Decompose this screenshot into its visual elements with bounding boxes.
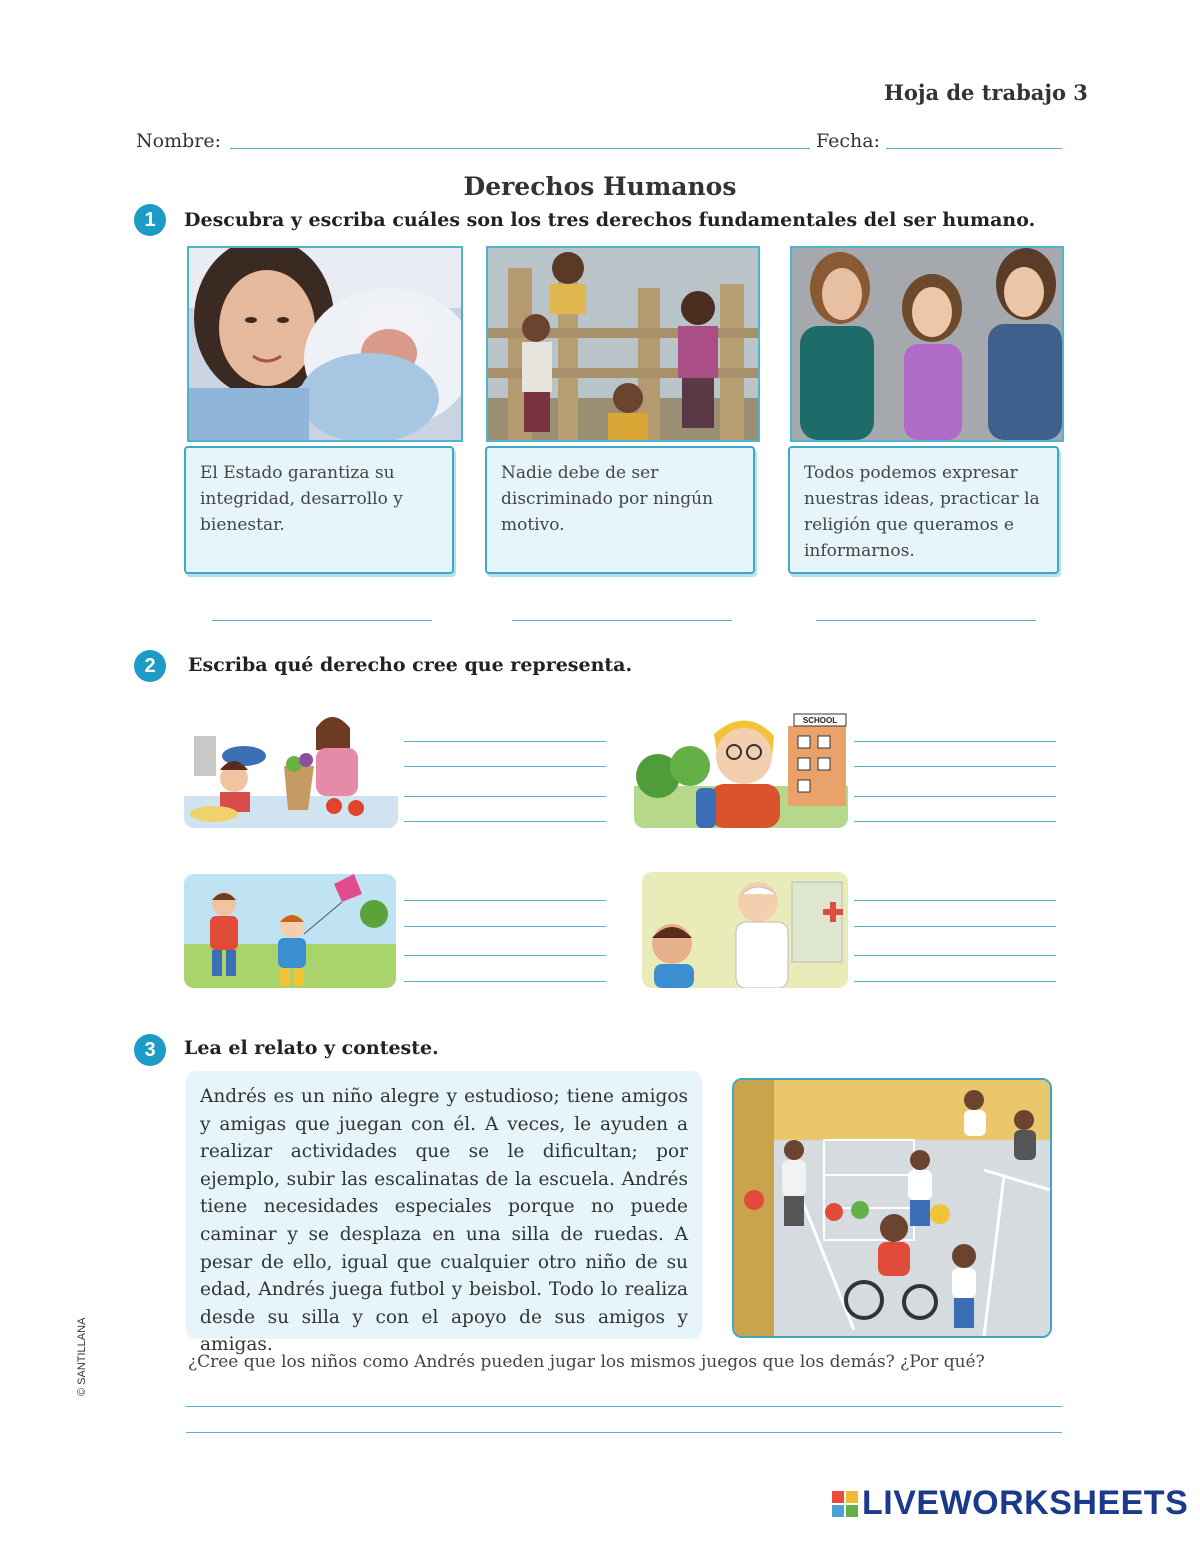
illustration-family-meal [184,706,398,828]
photo-children-fence [486,246,760,442]
section-1-number: 1 [134,204,166,236]
page-title: Derechos Humanos [463,172,737,201]
answer-line-right-1[interactable] [212,620,432,621]
answer-line-b-3[interactable] [854,796,1056,797]
school-sign: SCHOOL [802,716,838,725]
answer-line-c-4[interactable] [404,981,606,982]
answer-line-d-2[interactable] [854,926,1056,927]
section-3-instruction: Lea el relato y conteste. [184,1037,439,1059]
card-2-text: Nadie debe de ser discriminado por ningún motivo. [501,463,714,535]
answer-line-d-1[interactable] [854,900,1056,901]
illustration-playground [732,1078,1052,1338]
copyright-text: © SANTILLANA [76,1317,88,1396]
answer-line-d-4[interactable] [854,981,1056,982]
section-1-instruction: Descubra y escriba cuáles son los tres derechos fundamentales del ser humano. [184,209,1036,231]
answer-line-a-1[interactable] [404,741,606,742]
answer-line-b-4[interactable] [854,821,1056,822]
answer-line-c-3[interactable] [404,955,606,956]
section-2-number: 2 [134,650,166,682]
answer-line-a-4[interactable] [404,821,606,822]
answer-line-b-2[interactable] [854,766,1056,767]
answer-line-d-3[interactable] [854,955,1056,956]
liveworksheets-logo [832,1484,1188,1523]
photo-girls-talking [790,246,1064,442]
story-text: Andrés es un niño alegre y estudioso; tiene amigos y amigas que juegan con él. A veces, le ayuden a realizar actividades que se le dificultan; por ejemplo, subir las escalinatas de la escuela. Andrés tiene necesidades especiales porque no puede caminar y se desplaza en una silla de ruedas. A pesar de ello, igual que cualquier otro niño de su edad, Andrés juega futbol y beisbol. Todo lo realiza desde su silla y con el apoyo de sus amigos y amigas. [186,1071,702,1339]
name-label: Nombre: [136,130,221,152]
answer-line-a-2[interactable] [404,766,606,767]
illustration-boy-school [634,706,848,828]
sheet-label: Hoja de trabajo 3 [884,80,1088,105]
section-2-instruction: Escriba qué derecho cree que representa. [188,654,633,676]
card-state-guarantees [184,446,454,574]
answer-line-c-2[interactable] [404,926,606,927]
illustration-doctor-child [642,872,848,988]
answer-line-right-2[interactable] [512,620,732,621]
answer-line-a-3[interactable] [404,796,606,797]
date-label: Fecha: [816,130,880,152]
card-1-text: El Estado garantiza su integridad, desarrollo y bienestar. [200,463,403,535]
section-3-number: 3 [134,1034,166,1066]
logo-text: LIVEWORKSHEETS [862,1484,1189,1522]
name-field[interactable] [230,148,810,149]
card-no-discrimination [485,446,755,574]
answer-line-b-1[interactable] [854,741,1056,742]
answer-line-story-2[interactable] [186,1432,1062,1433]
story-question: ¿Cree que los niños como Andrés pueden jugar los mismos juegos que los demás? ¿Por qué? [188,1352,985,1372]
logo-mark-icon [832,1491,858,1517]
photo-mother-newborn [187,246,463,442]
illustration-kids-playing [184,874,396,988]
answer-line-story-1[interactable] [186,1406,1062,1407]
card-freedom-expression [788,446,1059,574]
answer-line-c-1[interactable] [404,900,606,901]
card-3-text: Todos podemos expresar nuestras ideas, practicar la religión que queramos e informarnos. [804,463,1040,561]
answer-line-right-3[interactable] [816,620,1036,621]
date-field[interactable] [886,148,1062,149]
